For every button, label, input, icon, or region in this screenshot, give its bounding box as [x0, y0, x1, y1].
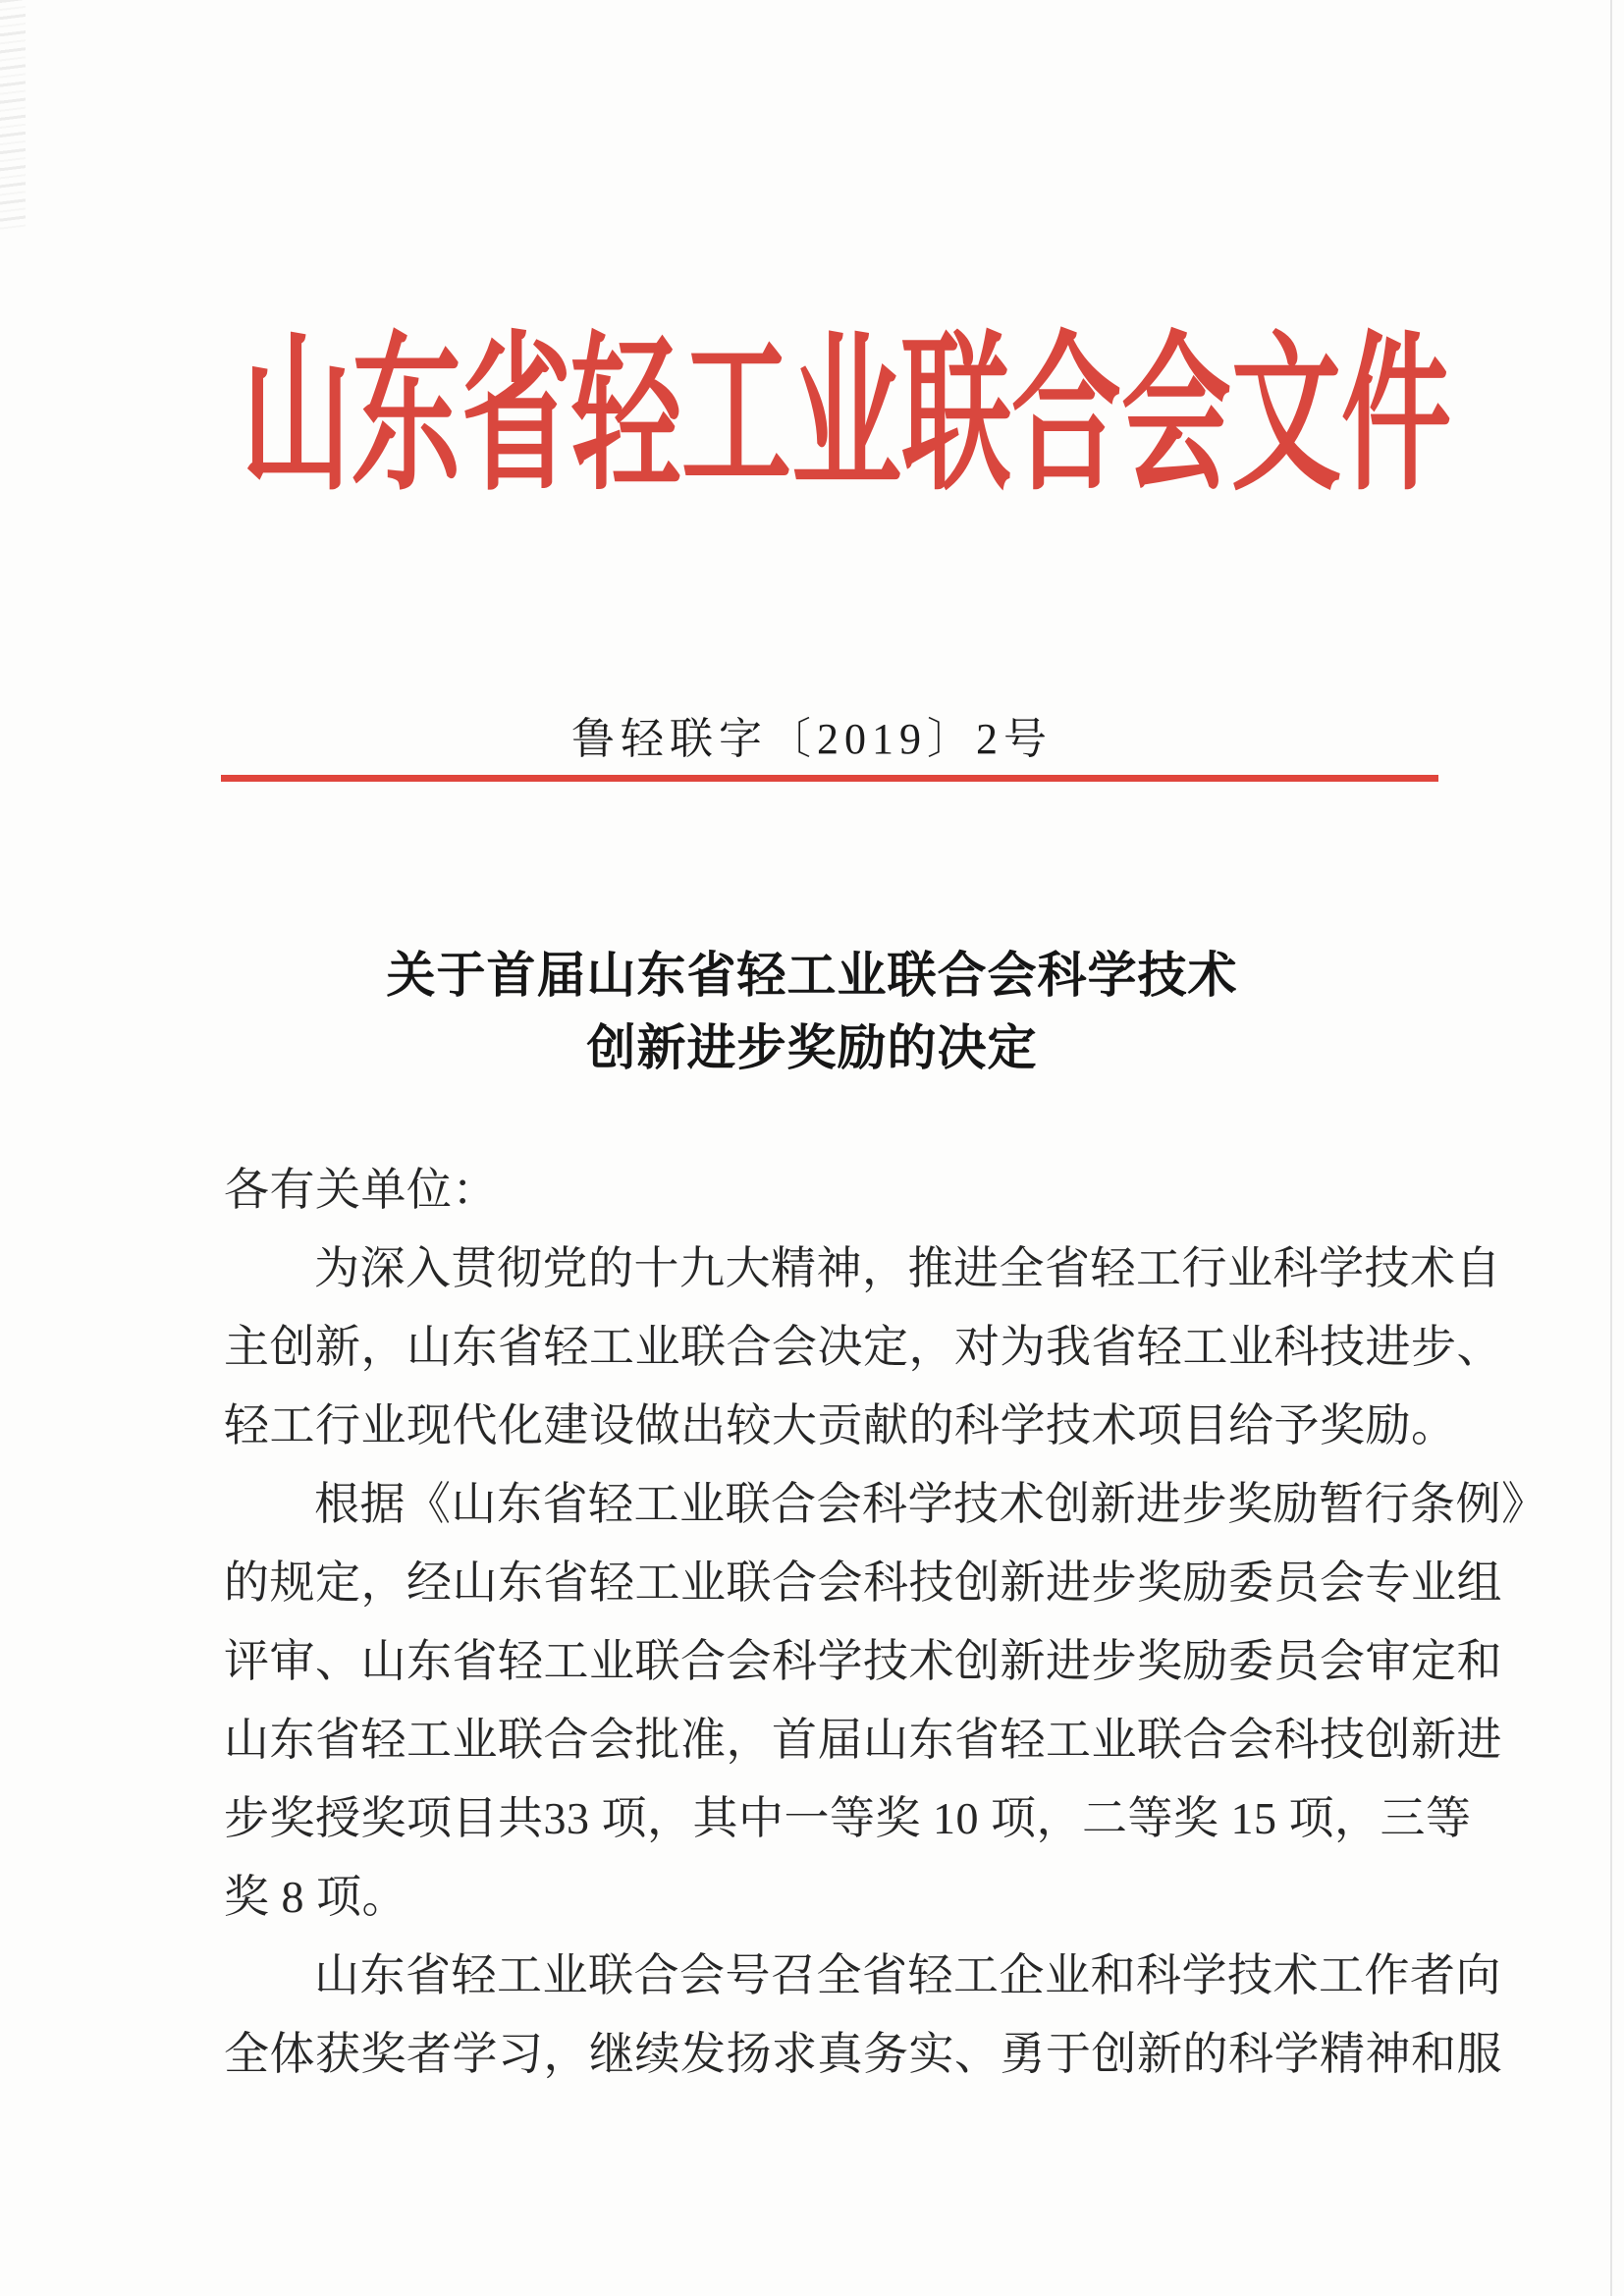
- body-text-line: 为深入贯彻党的十九大精神，推进全省轻工行业科学技术自: [314, 1243, 1501, 1293]
- red-divider-rule: [221, 775, 1438, 782]
- decision-title-line2: 创新进步奖励的决定: [586, 1020, 1038, 1075]
- salutation: 各有关单位：: [224, 1165, 498, 1215]
- document-number: 鲁轻联字〔2019〕2号: [571, 715, 1053, 763]
- body-text-line: 评审、山东省轻工业联合会科学技术创新进步奖励委员会审定和: [224, 1636, 1502, 1686]
- decision-title-line1: 关于首届山东省轻工业联合会科学技术: [386, 948, 1238, 1003]
- body-text-line: 主创新，山东省轻工业联合会决定，对为我省轻工业科技进步、: [224, 1322, 1502, 1372]
- scan-artifact-left-edge: [0, 0, 26, 231]
- agency-header-title: 山东省轻工业联合会文件: [242, 322, 1451, 512]
- body-text-line: 山东省轻工业联合会批准，首届山东省轻工业联合会科技创新进: [224, 1715, 1502, 1765]
- body-text-line: 全体获奖者学习，继续发扬求真务实、勇于创新的科学精神和服: [224, 2029, 1502, 2079]
- body-text-line: 步奖授奖项目共33 项，其中一等奖 10 项，二等奖 15 项，三等: [224, 1793, 1472, 1843]
- body-text-line: 山东省轻工业联合会号召全省轻工企业和科学技术工作者向: [314, 1950, 1501, 2000]
- decision-title: [0, 939, 1624, 1084]
- body-text-block: [224, 1151, 1547, 2094]
- body-text-line: 轻工行业现代化建设做出较大贡献的科学技术项目给予奖励。: [224, 1400, 1457, 1450]
- body-text-line: 根据《山东省轻工业联合会科学技术创新进步奖励暂行条例》: [314, 1479, 1547, 1529]
- body-lines-container: [224, 1230, 1547, 2094]
- body-text-line: 奖 8 项。: [224, 1872, 407, 1922]
- body-text-line: 的规定，经山东省轻工业联合会科技创新进步奖励委员会专业组: [224, 1558, 1502, 1608]
